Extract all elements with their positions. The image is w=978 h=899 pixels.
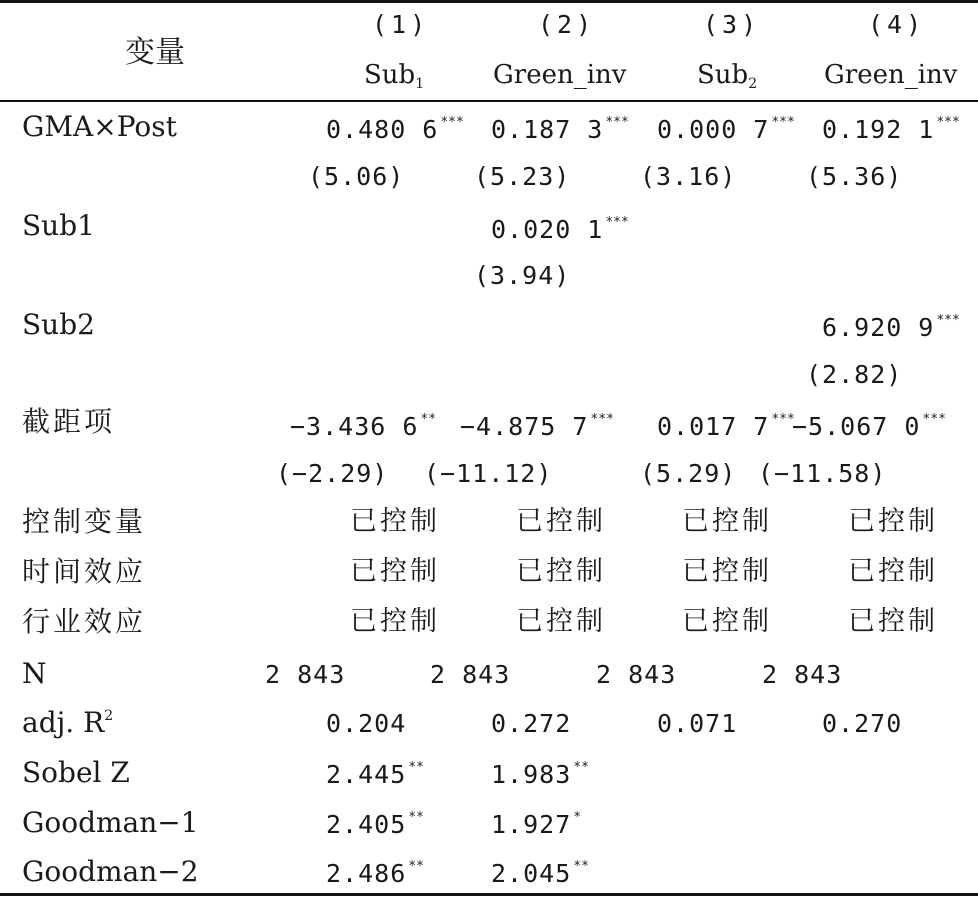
column-number-2: (2) bbox=[538, 10, 596, 39]
adj-r2-2: 0.272 bbox=[491, 709, 572, 738]
row-label-sub1: Sub1 bbox=[22, 209, 95, 242]
column-name-1: Sub$_1$ bbox=[364, 60, 425, 92]
adj-r2-3: 0.071 bbox=[657, 709, 738, 738]
goodman-2-2: 2.045 ** bbox=[491, 859, 589, 888]
gma-post-coef-1: 0.480 6 *** bbox=[326, 115, 464, 144]
intercept-t-3: (5.29) bbox=[640, 459, 737, 488]
gma-post-t-3: (3.16) bbox=[640, 162, 737, 191]
intercept-t-4: (−11.58) bbox=[758, 459, 887, 488]
industry-effect-2: 已控制 bbox=[516, 606, 606, 637]
controls-4: 已控制 bbox=[848, 506, 938, 537]
column-name-2: Green_inv bbox=[493, 60, 627, 90]
row-label-sub2: Sub2 bbox=[22, 308, 95, 341]
intercept-t-1: (−2.29) bbox=[276, 459, 389, 488]
intercept-coef-1: −3.436 6 ** bbox=[290, 412, 437, 441]
controls-1: 已控制 bbox=[350, 506, 440, 537]
sub1-coef-2: 0.020 1 *** bbox=[491, 215, 629, 244]
row-label-industry-effect: 行业效应 bbox=[22, 605, 147, 638]
intercept-t-2: (−11.12) bbox=[424, 459, 553, 488]
n-4: 2 843 bbox=[762, 660, 843, 689]
gma-post-t-1: (5.06) bbox=[308, 162, 405, 191]
goodman-1-2: 1.927 * bbox=[491, 810, 582, 839]
variable-header: 变量 bbox=[125, 35, 185, 70]
column-number-3: (3) bbox=[703, 10, 761, 39]
intercept-coef-4: −5.067 0 *** bbox=[792, 412, 946, 441]
time-effect-2: 已控制 bbox=[516, 556, 606, 587]
adj-r2-4: 0.270 bbox=[822, 709, 903, 738]
sub2-coef-4: 6.920 9 *** bbox=[822, 313, 960, 342]
time-effect-3: 已控制 bbox=[682, 556, 772, 587]
gma-post-t-2: (5.23) bbox=[474, 162, 571, 191]
row-label-gma-post: GMA×Post bbox=[22, 110, 177, 143]
table-top-rule bbox=[0, 0, 978, 3]
row-label-goodman-1: Goodman−1 bbox=[22, 806, 199, 839]
column-name-3: Sub$_2$ bbox=[697, 60, 758, 92]
sub2-t-4: (2.82) bbox=[806, 360, 903, 389]
column-number-4: (4) bbox=[868, 10, 926, 39]
n-3: 2 843 bbox=[596, 660, 677, 689]
column-number-1: (1) bbox=[372, 10, 430, 39]
time-effect-4: 已控制 bbox=[848, 556, 938, 587]
row-label-controls: 控制变量 bbox=[22, 505, 147, 538]
row-label-n: N bbox=[22, 657, 47, 690]
gma-post-coef-4: 0.192 1 *** bbox=[822, 115, 960, 144]
industry-effect-4: 已控制 bbox=[848, 606, 938, 637]
controls-3: 已控制 bbox=[682, 506, 772, 537]
industry-effect-3: 已控制 bbox=[682, 606, 772, 637]
gma-post-coef-3: 0.000 7 *** bbox=[657, 115, 795, 144]
gma-post-coef-2: 0.187 3 *** bbox=[491, 115, 629, 144]
table-header-rule bbox=[0, 100, 978, 102]
n-1: 2 843 bbox=[265, 660, 346, 689]
time-effect-1: 已控制 bbox=[350, 556, 440, 587]
row-label-sobel-z: Sobel Z bbox=[22, 756, 130, 789]
row-label-intercept: 截距项 bbox=[22, 405, 116, 438]
table-bottom-rule bbox=[0, 893, 978, 896]
industry-effect-1: 已控制 bbox=[350, 606, 440, 637]
sobel-z-2: 1.983 ** bbox=[491, 760, 589, 789]
controls-2: 已控制 bbox=[516, 506, 606, 537]
adj-r2-1: 0.204 bbox=[326, 709, 407, 738]
sobel-z-1: 2.445 ** bbox=[326, 760, 424, 789]
row-label-adj-r2: adj. $R^2$ bbox=[22, 706, 114, 739]
intercept-coef-2: −4.875 7 *** bbox=[460, 412, 614, 441]
intercept-coef-3: 0.017 7 *** bbox=[657, 412, 795, 441]
goodman-1-1: 2.405 ** bbox=[326, 810, 424, 839]
n-2: 2 843 bbox=[430, 660, 511, 689]
gma-post-t-4: (5.36) bbox=[806, 162, 903, 191]
column-name-4: Green_inv bbox=[824, 60, 958, 90]
sub1-t-2: (3.94) bbox=[474, 261, 571, 290]
goodman-2-1: 2.486 ** bbox=[326, 859, 424, 888]
row-label-time-effect: 时间效应 bbox=[22, 555, 147, 588]
row-label-goodman-2: Goodman−2 bbox=[22, 855, 199, 888]
